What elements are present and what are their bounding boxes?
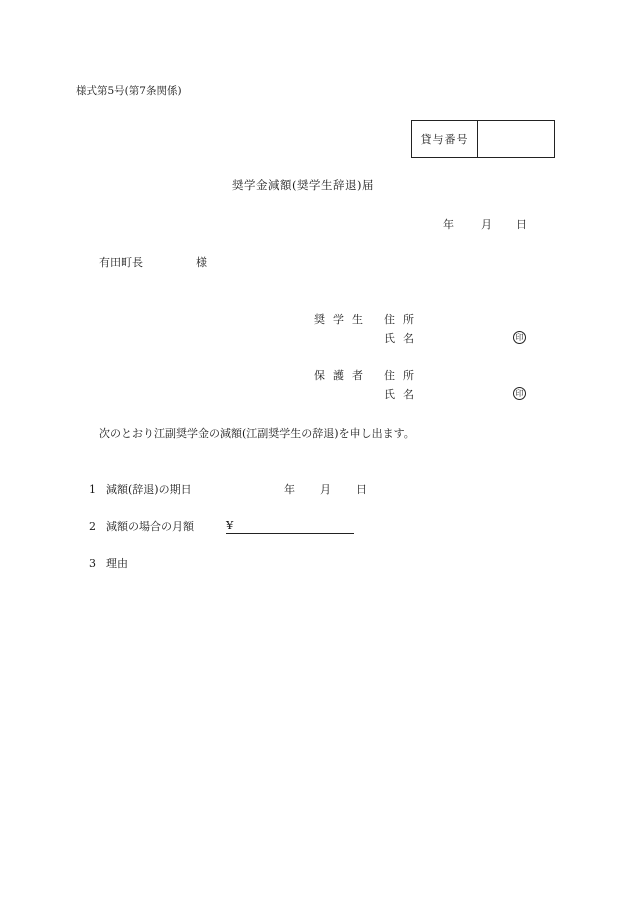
effective-date-day-label: 日 <box>356 483 367 496</box>
item-number: 1 <box>89 483 96 496</box>
item-label-reason: 理由 <box>106 557 128 570</box>
document-title: 奨学金減額(奨学生辞退)届 <box>232 178 374 192</box>
student-role-label: 奨学生 <box>314 313 371 326</box>
monthly-amount-field[interactable] <box>226 519 354 534</box>
effective-date-month-label: 月 <box>320 483 331 496</box>
student-name-label: 氏名 <box>384 332 422 345</box>
guardian-seal-mark: 印 <box>513 387 526 400</box>
guardian-address-label: 住所 <box>384 369 422 382</box>
yen-symbol: ¥ <box>226 518 234 532</box>
date-year-label: 年 <box>443 218 454 231</box>
addressee-name: 有田町長 <box>99 256 143 269</box>
item-number: 2 <box>89 520 96 533</box>
loan-number-label: 貸与番号 <box>412 121 478 157</box>
date-day-label: 日 <box>516 218 527 231</box>
loan-number-box <box>411 120 555 158</box>
guardian-name-label: 氏名 <box>384 388 422 401</box>
addressee-honorific: 様 <box>196 256 207 269</box>
loan-number-field[interactable] <box>478 121 554 157</box>
student-address-label: 住所 <box>384 313 422 326</box>
date-month-label: 月 <box>481 218 492 231</box>
item-label-monthly-amount: 減額の場合の月額 <box>106 520 194 533</box>
guardian-role-label: 保護者 <box>314 369 371 382</box>
item-number: 3 <box>89 557 96 570</box>
student-seal-mark: 印 <box>513 331 526 344</box>
item-label-effective-date: 減額(辞退)の期日 <box>106 483 192 496</box>
effective-date-year-label: 年 <box>284 483 295 496</box>
form-number: 様式第5号(第7条関係) <box>76 85 182 97</box>
statement-text: 次のとおり江副奨学金の減額(江副奨学生の辞退)を申し出ます。 <box>99 427 415 440</box>
